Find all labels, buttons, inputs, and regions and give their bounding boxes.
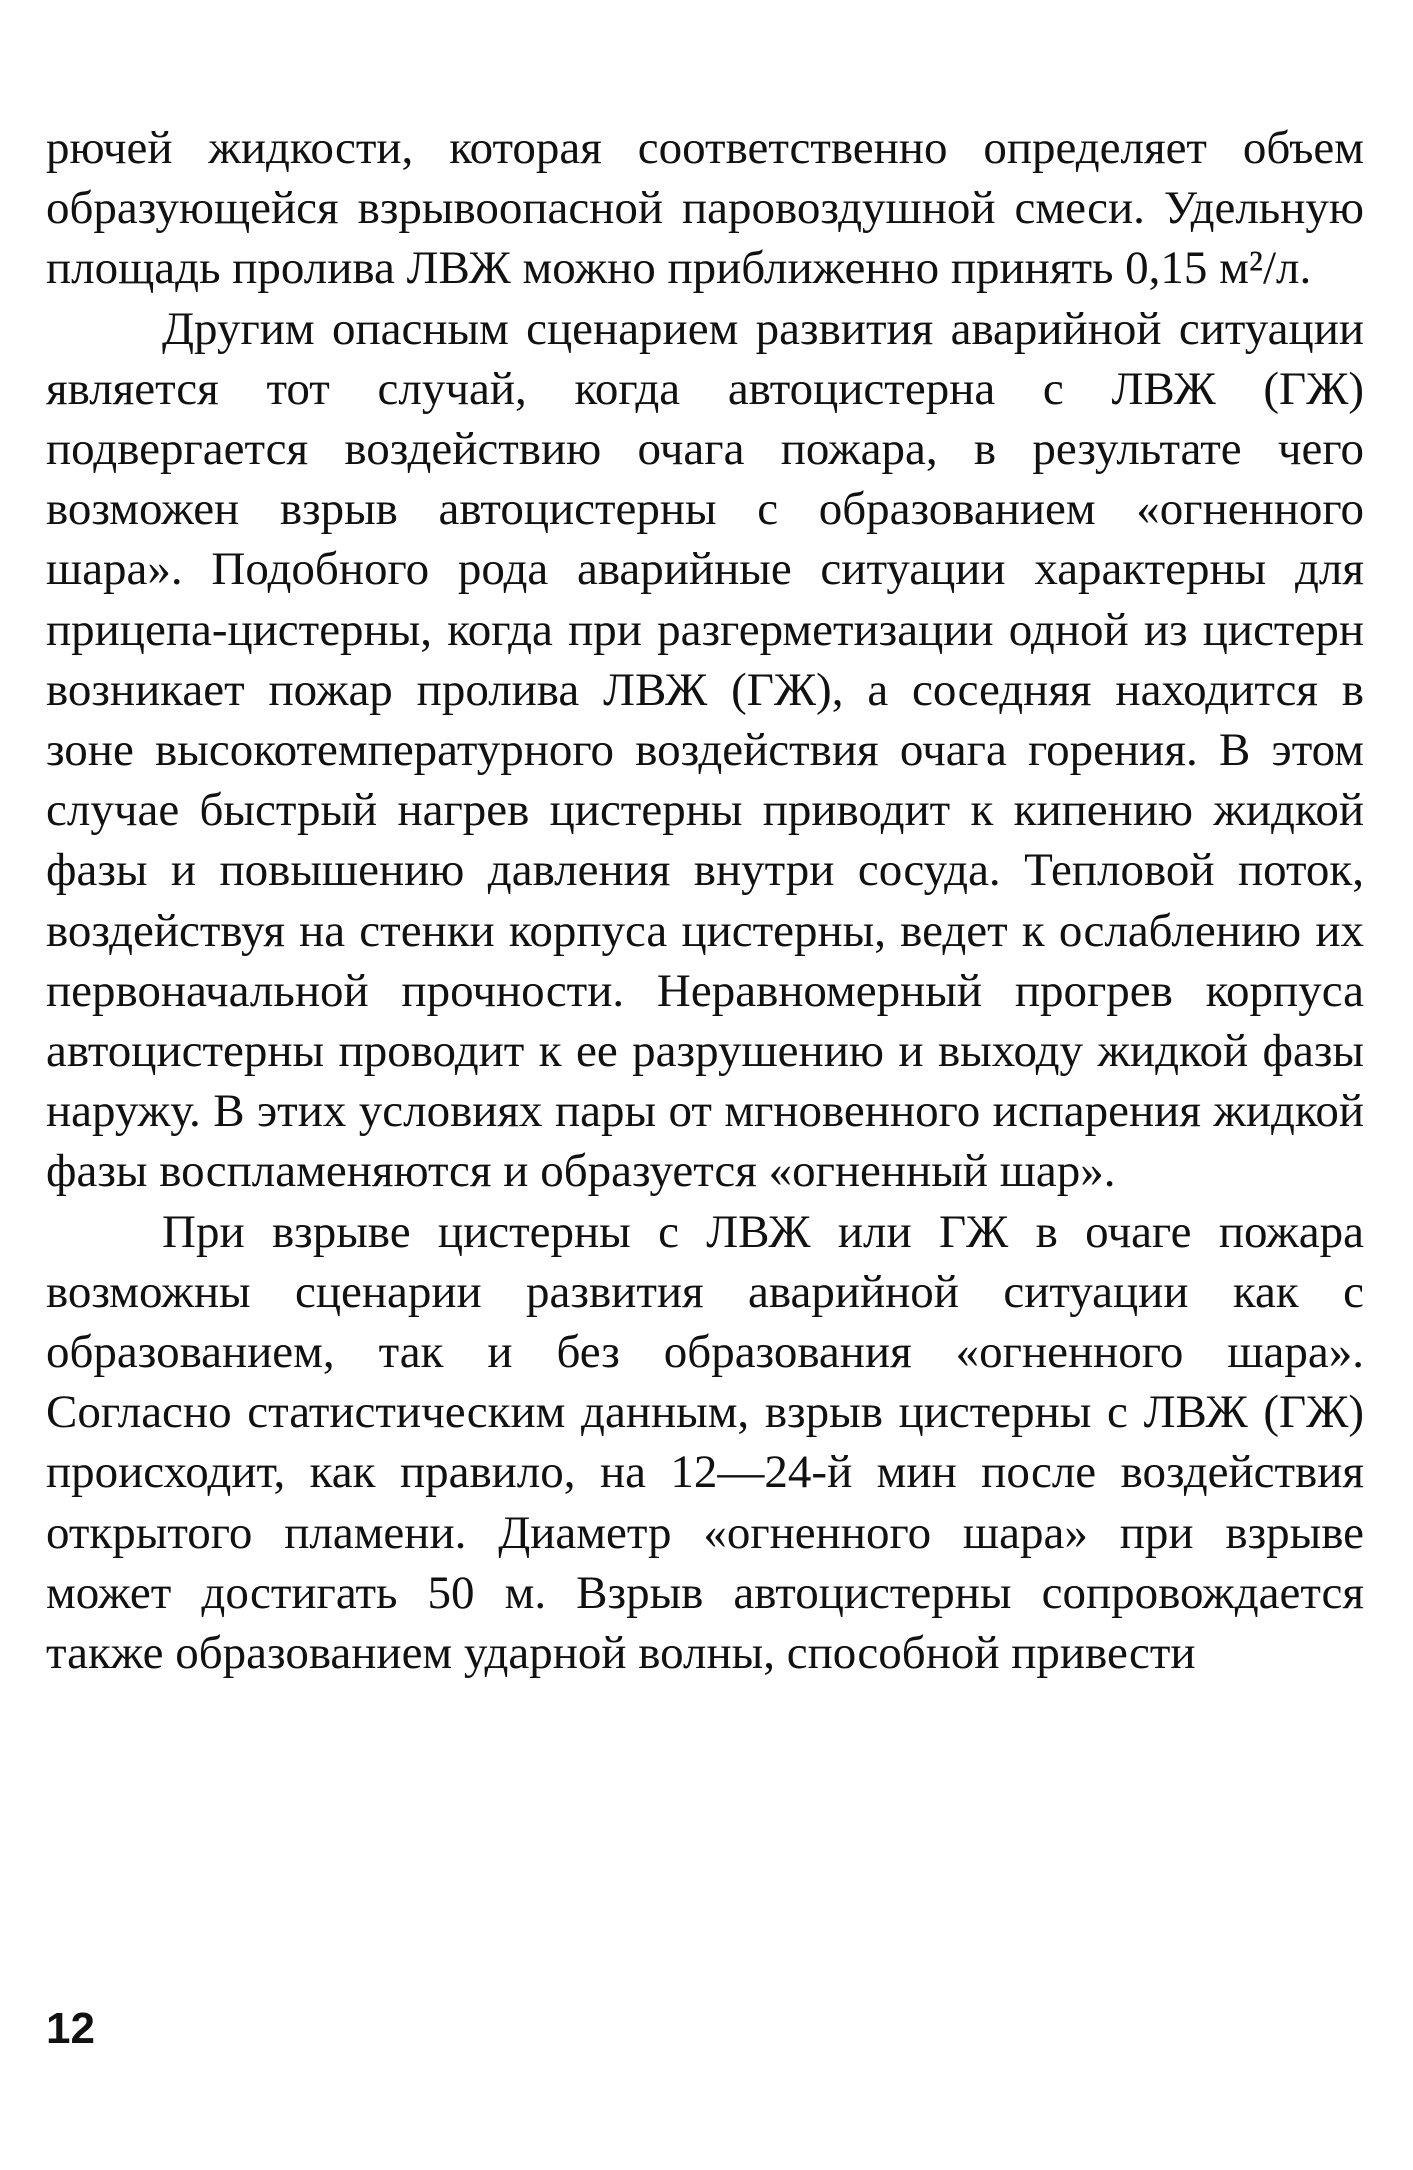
page-number: 12 [46, 2004, 95, 2053]
paragraph-fireball-scenario: Другим опасным сценарием развития аварийной ситуации является тот случай, когда автоцистерна с ЛВЖ (ГЖ) подвергается воздействию очага пожара, в результате чего возможен взрыв автоцистерны с образованием «огненного шара». Подобного рода аварийные ситуации характерны для прицепа-цистерны, когда при разгерметизации одной из цистерн возникает пожар пролива ЛВЖ (ГЖ), а соседняя находится в зоне высокотемпературного воздействия очага горения. В этом случае быстрый нагрев цистерны приводит к кипению жидкой фазы и повышению давления внутри сосуда. Тепловой поток, воздействуя на стенки корпуса цистерны, ведет к ослаблению их первоначальной прочности. Неравномерный прогрев корпуса автоцистерны проводит к ее разрушению и выходу жидкой фазы наружу. В этих условиях пары от мгновенного испарения жидкой фазы воспламеняются и образуется «огненный шар». [46, 302, 1364, 1198]
body-text [46, 118, 1364, 1683]
paragraph-continuation: рючей жидкости, которая соответственно определяет объем образующейся взрывоопасной паровоздушной смеси. Удельную площадь пролива ЛВЖ можно приближенно принять 0,15 м²/л. [46, 122, 1364, 295]
paragraph-explosion-statistics: При взрыве цистерны с ЛВЖ или ГЖ в очаге пожара возможны сценарии развития аварийной ситуации как с образованием, так и без образования «огненного шара». Согласно статистическим данным, взрыв цистерны с ЛВЖ (ГЖ) происходит, как правило, на 12—24-й мин после воздействия открытого пламени. Диаметр «огненного шара» при взрыве может достигать 50 м. Взрыв автоцистерны сопровождается также образованием ударной волны, способной привести [46, 1205, 1364, 1680]
